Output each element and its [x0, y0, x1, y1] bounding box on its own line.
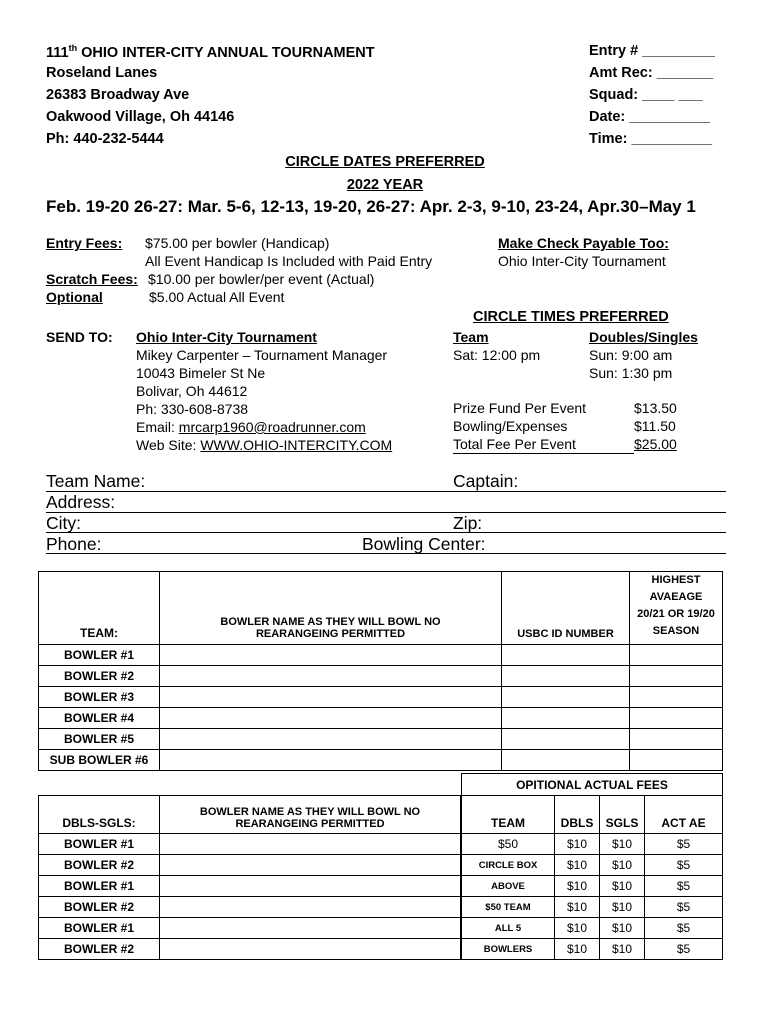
fees-act-ae-cell[interactable]: $5 [645, 939, 723, 960]
bowling-center-label: Bowling Center: [362, 534, 486, 554]
entry-number-field[interactable]: Entry # _________ [589, 43, 715, 59]
dbls-sgls-column-header: DBLS-SGLS: [39, 796, 160, 834]
fees-sgls-cell[interactable]: $10 [600, 834, 645, 855]
payable-value: Ohio Inter-City Tournament [498, 253, 666, 269]
send-to-label: SEND TO: [46, 329, 113, 345]
send-to-org: Ohio Inter-City Tournament [136, 329, 317, 345]
fees-team-cell: ALL 5 [462, 918, 555, 939]
venue-street: 26383 Broadway Ave [46, 87, 190, 103]
website-link[interactable]: WWW.OHIO-INTERCITY.COM [200, 437, 393, 453]
fees-dbls-cell[interactable]: $10 [555, 855, 600, 876]
fees-act-ae-cell[interactable]: $5 [645, 834, 723, 855]
fees-act-ae-header: ACT AE [645, 796, 723, 834]
team-usbc-cell[interactable] [502, 687, 630, 708]
ds-time-option-1[interactable]: Sun: 9:00 am [589, 347, 673, 363]
fees-dbls-cell[interactable]: $10 [555, 876, 600, 897]
team-avg-cell[interactable] [630, 750, 723, 771]
scratch-fees-label: Scratch Fees: [46, 271, 138, 287]
circle-dates-heading: CIRCLE DATES PREFERRED [285, 154, 485, 170]
team-column-header: TEAM: [39, 572, 160, 645]
fees-team-cell: BOWLERS [462, 939, 555, 960]
fees-sgls-cell[interactable]: $10 [600, 876, 645, 897]
team-row-label: BOWLER #2 [39, 666, 160, 687]
entry-fees-value: $75.00 per bowler (Handicap) [145, 235, 330, 251]
team-name-cell[interactable] [160, 708, 502, 729]
bowler-name-column-header: BOWLER NAME AS THEY WILL BOWL NO REARANGEING PERMITTED [160, 572, 502, 645]
fees-sgls-cell[interactable]: $10 [600, 939, 645, 960]
team-usbc-cell[interactable] [502, 750, 630, 771]
entry-fees-note: All Event Handicap Is Included with Paid Entry [145, 253, 433, 269]
fees-sgls-cell[interactable]: $10 [600, 855, 645, 876]
send-to-phone: Ph: 330-608-8738 [136, 401, 249, 417]
fees-team-cell: ABOVE [462, 876, 555, 897]
dbl-name-cell[interactable] [160, 834, 461, 855]
team-row-label: BOWLER #5 [39, 729, 160, 750]
dbl-name-cell[interactable] [160, 876, 461, 897]
bowling-expenses-value: $11.50 [634, 418, 676, 434]
squad-field[interactable]: Squad: ____ ___ [589, 87, 703, 103]
doubles-singles-label: Doubles/Singles [589, 329, 698, 345]
team-row-label: BOWLER #1 [39, 645, 160, 666]
fees-sgls-header: SGLS [600, 796, 645, 834]
entry-fees-label: Entry Fees: [46, 235, 123, 251]
dbl-row-label: BOWLER #1 [39, 876, 160, 897]
venue-city: Oakwood Village, Oh 44146 [46, 109, 235, 125]
team-name-cell[interactable] [160, 687, 502, 708]
team-row-label: BOWLER #4 [39, 708, 160, 729]
team-roster-table [38, 571, 723, 771]
scratch-fees-value: $10.00 per bowler/per event (Actual) [148, 271, 375, 287]
year-heading: 2022 YEAR [346, 177, 424, 193]
fees-dbls-cell[interactable]: $10 [555, 897, 600, 918]
dbl-name-cell[interactable] [160, 897, 461, 918]
team-time-label: Team [453, 329, 489, 345]
team-row-label: BOWLER #3 [39, 687, 160, 708]
fees-act-ae-cell[interactable]: $5 [645, 876, 723, 897]
dbl-name-cell[interactable] [160, 939, 461, 960]
circle-times-heading: CIRCLE TIMES PREFERRED [473, 309, 669, 325]
optional-fees-table [461, 773, 723, 960]
team-name-label: Team Name: [46, 471, 146, 491]
dbl-row-label: BOWLER #2 [39, 939, 160, 960]
send-to-email: Email: mrcarp1960@roadrunner.com [136, 419, 366, 435]
venue-phone: Ph: 440-232-5444 [46, 131, 164, 147]
tournament-dates[interactable]: Feb. 19-20 26-27: Mar. 5-6, 12-13, 19-20, 26-27: Apr. 2-3, 9-10, 23-24, Apr.30–May 1 [46, 197, 696, 216]
address-input[interactable] [46, 512, 726, 513]
venue-name: Roseland Lanes [46, 65, 158, 81]
fees-dbls-cell[interactable]: $10 [555, 939, 600, 960]
captain-label: Captain: [453, 471, 519, 491]
optional-fees-heading: OPITIONAL ACTUAL FEES [462, 774, 723, 796]
dbl-bowler-name-column-header: BOWLER NAME AS THEY WILL BOWL NO REARANGEING PERMITTED [160, 796, 461, 834]
phone-center-input[interactable] [46, 553, 726, 554]
fees-team-cell[interactable]: $50 [462, 834, 555, 855]
team-row-label: SUB BOWLER #6 [39, 750, 160, 771]
ds-time-option-2[interactable]: Sun: 1:30 pm [589, 365, 673, 381]
dbl-row-label: BOWLER #2 [39, 897, 160, 918]
dbl-name-cell[interactable] [160, 918, 461, 939]
address-label: Address: [46, 492, 116, 512]
fees-act-ae-cell[interactable]: $5 [645, 918, 723, 939]
phone-label: Phone: [46, 534, 102, 554]
fees-dbls-header: DBLS [555, 796, 600, 834]
city-label: City: [46, 513, 81, 533]
send-to-street: 10043 Bimeler St Ne [136, 365, 266, 381]
fees-act-ae-cell[interactable]: $5 [645, 897, 723, 918]
dbl-row-label: BOWLER #1 [39, 918, 160, 939]
team-usbc-cell[interactable] [502, 645, 630, 666]
fees-act-ae-cell[interactable]: $5 [645, 855, 723, 876]
team-name-cell[interactable] [160, 729, 502, 750]
send-to-city: Bolivar, Oh 44612 [136, 383, 248, 399]
team-usbc-cell[interactable] [502, 666, 630, 687]
total-fee-value: $25.00 [634, 436, 677, 452]
fees-team-cell: $50 TEAM [462, 897, 555, 918]
time-field[interactable]: Time: __________ [589, 131, 713, 147]
team-avg-cell[interactable] [630, 645, 723, 666]
amount-received-field[interactable]: Amt Rec: _______ [589, 65, 714, 81]
date-field[interactable]: Date: __________ [589, 109, 710, 125]
fees-sgls-cell[interactable]: $10 [600, 918, 645, 939]
team-usbc-cell[interactable] [502, 708, 630, 729]
optional-label: Optional [46, 289, 103, 305]
fees-sgls-cell[interactable]: $10 [600, 897, 645, 918]
team-name-input[interactable] [46, 491, 726, 492]
usbc-column-header: USBC ID NUMBER [502, 572, 630, 645]
dbl-row-label: BOWLER #1 [39, 834, 160, 855]
total-fee-underline [453, 453, 634, 454]
team-time-option[interactable]: Sat: 12:00 pm [453, 347, 541, 363]
team-usbc-cell[interactable] [502, 729, 630, 750]
team-avg-cell[interactable] [630, 666, 723, 687]
tournament-title: 111th OHIO INTER-CITY ANNUAL TOURNAMENT [46, 43, 375, 61]
team-avg-cell[interactable] [630, 729, 723, 750]
email-link[interactable]: mrcarp1960@roadrunner.com [178, 419, 366, 435]
team-avg-cell[interactable] [630, 687, 723, 708]
zip-label: Zip: [453, 513, 483, 533]
team-name-cell[interactable] [160, 666, 502, 687]
team-name-cell[interactable] [160, 750, 502, 771]
average-column-header: HIGHEST AVAEAGE 20/21 OR 19/20 SEASON [630, 572, 723, 645]
fees-team-header: TEAM [462, 796, 555, 834]
prize-fund-label: Prize Fund Per Event [453, 400, 587, 416]
total-fee-label: Total Fee Per Event [453, 436, 576, 452]
payable-label: Make Check Payable Too: [498, 235, 669, 251]
bowling-expenses-label: Bowling/Expenses [453, 418, 568, 434]
fees-dbls-cell[interactable]: $10 [555, 834, 600, 855]
team-avg-cell[interactable] [630, 708, 723, 729]
dbl-name-cell[interactable] [160, 855, 461, 876]
city-zip-input[interactable] [46, 532, 726, 533]
fees-team-cell: CIRCLE BOX [462, 855, 555, 876]
dbl-row-label: BOWLER #2 [39, 855, 160, 876]
send-to-manager: Mikey Carpenter – Tournament Manager [136, 347, 388, 363]
fees-dbls-cell[interactable]: $10 [555, 918, 600, 939]
doubles-singles-table [38, 795, 461, 960]
send-to-website: Web Site: WWW.OHIO-INTERCITY.COM [136, 437, 393, 453]
team-name-cell[interactable] [160, 645, 502, 666]
optional-value: $5.00 Actual All Event [149, 289, 285, 305]
prize-fund-value: $13.50 [634, 400, 677, 416]
